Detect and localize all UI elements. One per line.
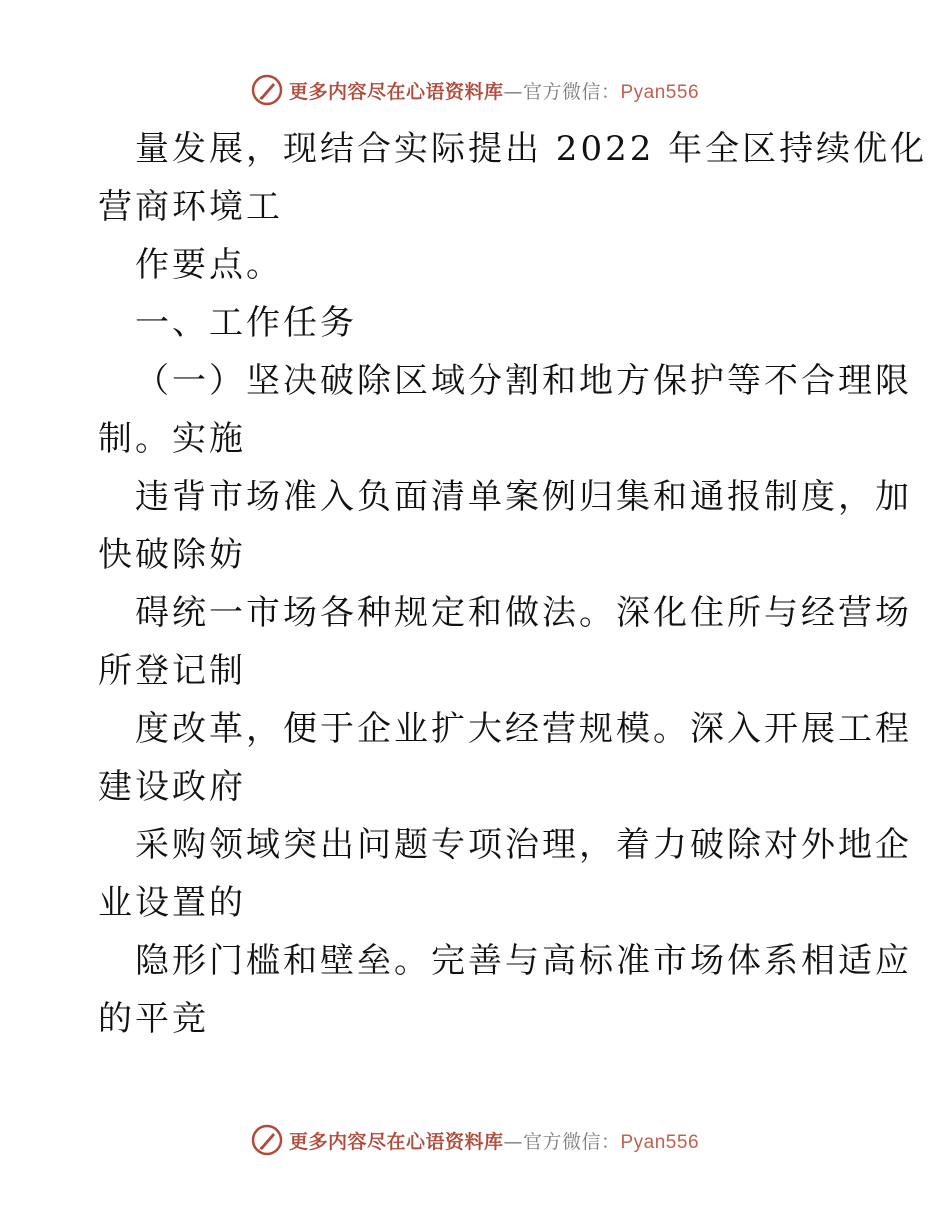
body-line: 违背市场准入负面清单案例归集和通报制度，加 <box>135 477 912 517</box>
watermark-separator: — <box>503 80 523 103</box>
subsection-heading: （一）坚决破除区域分割和地方保护等不合理限 <box>135 361 912 401</box>
footer-watermark <box>0 1120 950 1160</box>
quill-pen-logo-icon <box>251 74 283 106</box>
watermark-wechat-label: 官方微信： <box>522 80 621 103</box>
document-body <box>98 120 928 1048</box>
body-line: 作要点。 <box>135 245 283 285</box>
body-line: 快破除妨 <box>98 535 246 575</box>
body-line: 采购领域突出问题专项治理，着力破除对外地企 <box>135 825 912 865</box>
header-watermark <box>0 70 950 110</box>
watermark-text <box>289 77 699 104</box>
body-line: 度改革，便于企业扩大经营规模。深入开展工程 <box>135 709 912 749</box>
body-line: 建设政府 <box>98 767 246 807</box>
watermark-brand: 更多内容尽在心语资料库 <box>288 80 504 103</box>
quill-pen-logo-icon <box>251 1124 283 1156</box>
body-line: 营商环境工 <box>98 187 283 227</box>
body-line: 业设置的 <box>98 883 246 923</box>
body-line: 所登记制 <box>98 651 246 691</box>
body-line: 碍统一市场各种规定和做法。深化住所与经营场 <box>135 593 912 633</box>
watermark-wechat-label: 官方微信： <box>522 1130 621 1153</box>
body-line: 制。实施 <box>98 419 246 459</box>
body-line: 隐形门槛和壁垒。完善与高标准市场体系相适应 <box>135 941 912 981</box>
watermark-text <box>289 1127 699 1154</box>
watermark-separator: — <box>503 1130 523 1153</box>
body-line: 的平竞 <box>98 999 209 1039</box>
section-heading: 一、工作任务 <box>135 303 357 343</box>
watermark-brand: 更多内容尽在心语资料库 <box>288 1130 504 1153</box>
watermark-wechat-id: Pyan556 <box>620 81 700 103</box>
body-line: 量发展，现结合实际提出 2022 年全区持续优化 <box>135 129 928 169</box>
watermark-wechat-id: Pyan556 <box>620 1131 700 1153</box>
